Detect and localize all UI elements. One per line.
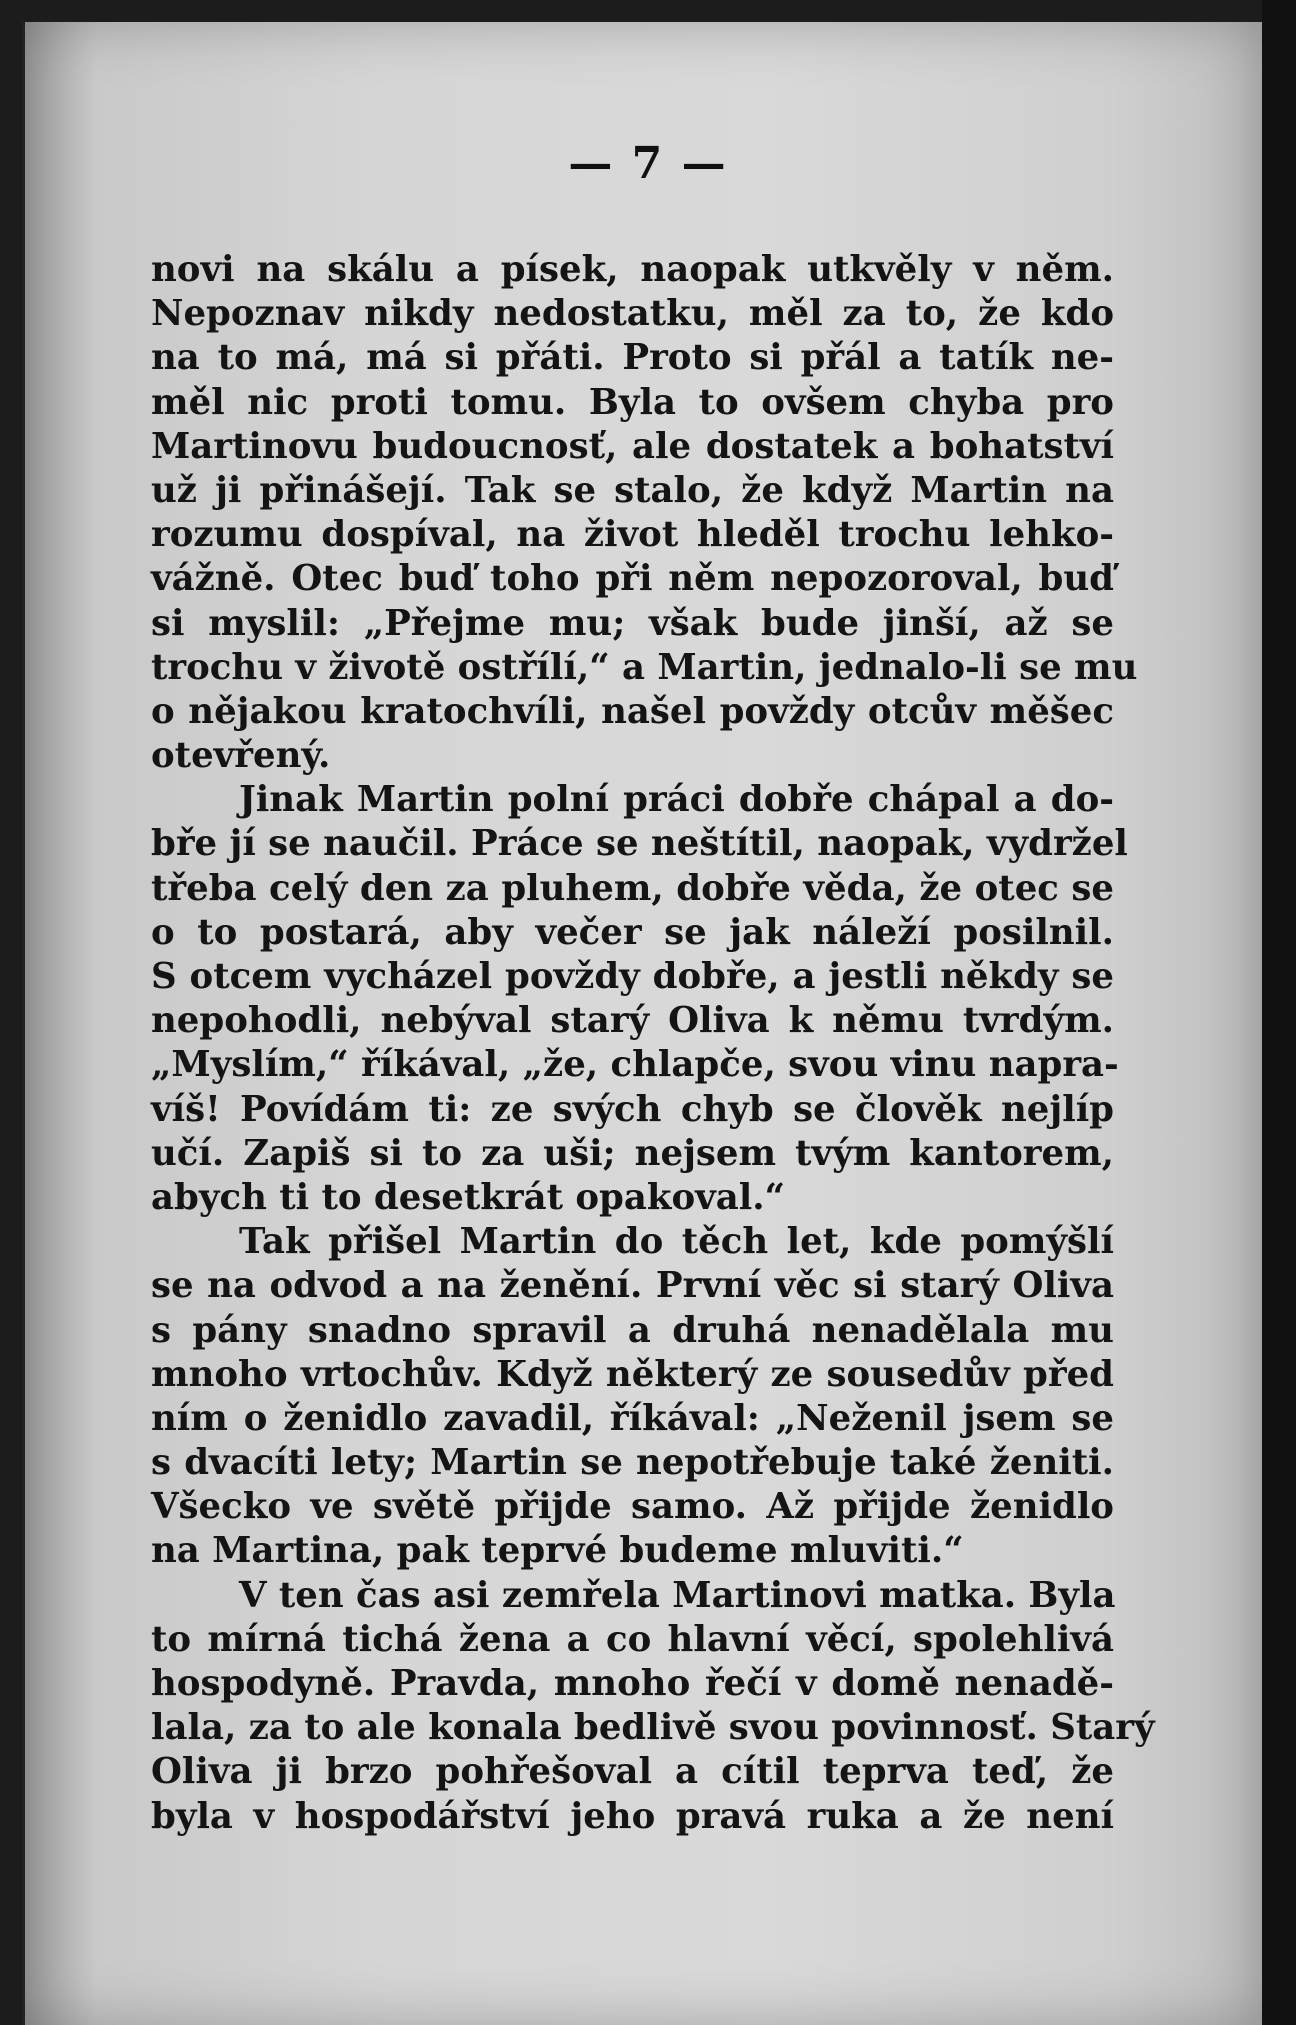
text-line: o to postará, aby večer se jak náleží posilnil.: [151, 911, 1114, 953]
text-line: lala, za to ale konala bedlivě svou povinnosť. Starý: [151, 1707, 1155, 1749]
text-line: ním o ženidlo zavadil, říkával: „Neženil jsem se: [151, 1397, 1114, 1439]
text-line: Nepoznav nikdy nedostatku, měl za to, že kdo: [151, 293, 1114, 335]
text-line: S otcem vycházel povždy dobře, a jestli někdy se: [151, 956, 1114, 997]
text-line: hospodyně. Pravda, mnoho řečí v domě nenadě-: [151, 1663, 1114, 1704]
text-line: na Martina, pak teprvé budeme mluviti.“: [151, 1530, 964, 1572]
text-line: nepohodli, nebýval starý Oliva k němu tvrdým.: [151, 1000, 1114, 1042]
scan-border: [1262, 0, 1296, 2025]
text-line: Všecko ve světě přijde samo. Až přijde ženidlo: [151, 1486, 1114, 1528]
text-line: V ten čas asi zemřela Martinovi matka. Byla: [239, 1574, 1116, 1616]
text-line: otevřený.: [151, 735, 331, 777]
page-edge-shadow: [22, 22, 25, 2025]
text-line: novi na skálu a písek, naopak utkvěly v něm.: [151, 249, 1114, 290]
text-line: si myslil: „Přejme mu; však bude jinší, až se: [151, 602, 1114, 644]
text-line: měl nic proti tomu. Byla to ovšem chyba pro: [151, 381, 1114, 423]
text-line: Martinovu budoucnosť, ale dostatek a bohatství: [151, 425, 1114, 467]
text-line: o nějakou kratochvíli, našel povždy otcův měšec: [151, 690, 1114, 732]
text-line: s dvacíti lety; Martin se nepotřebuje také ženiti.: [151, 1442, 1114, 1484]
text-line: vážně. Otec buď toho při něm nepozoroval, buď: [151, 558, 1114, 600]
text-line: bře jí se naučil. Práce se neštítil, naopak, vydržel: [151, 823, 1128, 865]
text-line: trochu v životě ostřílí,“ a Martin, jednalo-li se mu: [151, 646, 1138, 688]
text-line: třeba celý den za pluhem, dobře věda, že otec se: [151, 867, 1114, 909]
page-number: — 7 —: [568, 138, 728, 189]
text-line: už ji přinášejí. Tak se stalo, že když Martin na: [151, 469, 1114, 511]
text-line: víš! Povídám ti: ze svých chyb se člověk nejlíp: [151, 1088, 1114, 1130]
text-line: Oliva ji brzo pohřešoval a cítil teprva teď, že: [151, 1751, 1114, 1793]
text-line: Tak přišel Martin do těch let, kde pomýšlí: [239, 1221, 1114, 1263]
text-line: učí. Zapiš si to za uši; nejsem tvým kantorem,: [151, 1132, 1114, 1174]
text-line: Jinak Martin polní práci dobře chápal a do-: [239, 779, 1114, 821]
body-text: [151, 248, 1155, 1839]
text-line: to mírná tichá žena a co hlavní věcí, spolehlivá: [151, 1618, 1114, 1660]
text-line: se na odvod a na ženění. První věc si starý Oliva: [151, 1265, 1114, 1307]
text-line: byla v hospodářství jeho pravá ruka a že není: [151, 1795, 1114, 1837]
text-line: mnoho vrtochův. Když některý ze sousedův před: [151, 1353, 1114, 1395]
text-line: s pány snadno spravil a druhá nenadělala mu: [151, 1309, 1114, 1351]
text-line: rozumu dospíval, na život hleděl trochu lehko-: [151, 514, 1114, 556]
text-line: na to má, má si přáti. Proto si přál a tatík ne-: [151, 337, 1114, 379]
text-line: abych ti to desetkrát opakoval.“: [151, 1176, 786, 1218]
text-line: „Myslím,“ říkával, „že, chlapče, svou vinu napra-: [151, 1044, 1119, 1086]
